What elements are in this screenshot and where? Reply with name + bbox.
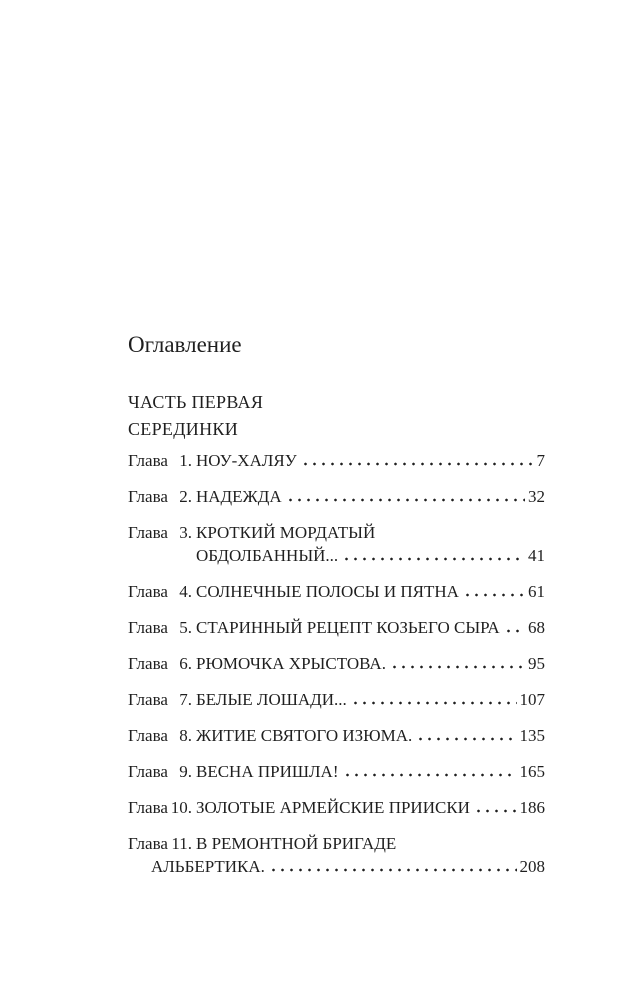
- chapter-title: ЗОЛОТЫЕ АРМЕЙСКИЕ ПРИИСКИ: [196, 798, 470, 817]
- chapter-title: НАДЕЖДА: [196, 487, 282, 506]
- chapter-word: Глава: [128, 487, 168, 506]
- page-number: 186: [519, 798, 545, 817]
- chapter-word: Глава: [128, 451, 168, 470]
- page-number: 68: [528, 618, 545, 637]
- chapter-title: В РЕМОНТНОЙ БРИГАДЕ: [196, 834, 397, 853]
- chapter-word: Глава: [128, 798, 168, 817]
- page-number: 32: [528, 487, 545, 506]
- chapter-word: Глава: [128, 523, 168, 542]
- toc-entry-row: [128, 652, 545, 675]
- toc-entry[interactable]: [128, 760, 545, 783]
- toc-heading: Оглавление: [128, 332, 242, 357]
- page-number: 165: [519, 762, 545, 781]
- toc-entry-row: [128, 521, 545, 544]
- toc-entry[interactable]: [128, 652, 545, 675]
- dot-leader: [304, 462, 534, 466]
- toc-entry[interactable]: [128, 724, 545, 747]
- dot-leader: [507, 629, 525, 633]
- dot-leader: [393, 665, 525, 669]
- toc-entry-row: [128, 616, 545, 639]
- dot-leader: [354, 701, 517, 705]
- toc-entry-row: [128, 796, 545, 819]
- chapter-word: Глава: [128, 726, 168, 745]
- chapter-number: 10.: [170, 798, 192, 817]
- dot-leader: [477, 809, 517, 813]
- chapter-title: РЮМОЧКА ХРЫСТОВА.: [196, 654, 386, 673]
- toc-entry[interactable]: [128, 832, 545, 878]
- toc-entry-row: [128, 832, 545, 855]
- toc-entry-row: [128, 688, 545, 711]
- toc-entry-row: [128, 449, 545, 472]
- page-number: 7: [536, 451, 545, 470]
- toc-entry-wrap-row: [128, 855, 545, 878]
- dot-leader: [466, 593, 525, 597]
- toc-entry-wrap-row: [128, 544, 545, 567]
- page-number: 208: [519, 857, 545, 876]
- page-number: 107: [519, 690, 545, 709]
- dot-leader: [289, 498, 525, 502]
- chapter-title-continued: АЛЬБЕРТИКА.: [151, 857, 265, 876]
- chapter-number: 3.: [179, 523, 192, 542]
- dot-leader: [345, 557, 525, 561]
- part-heading: [128, 389, 545, 443]
- toc-entry[interactable]: [128, 521, 545, 567]
- chapter-word: Глава: [128, 654, 168, 673]
- chapter-number: 8.: [179, 726, 192, 745]
- chapter-number: 1.: [179, 451, 192, 470]
- chapter-number: 4.: [179, 582, 192, 601]
- toc-entry[interactable]: [128, 688, 545, 711]
- toc-entry-row: [128, 760, 545, 783]
- chapter-title: СОЛНЕЧНЫЕ ПОЛОСЫ И ПЯТНА: [196, 582, 459, 601]
- part-title-line1: ЧАСТЬ ПЕРВАЯ: [128, 392, 264, 412]
- chapter-number: 11.: [171, 834, 192, 853]
- toc-entry-row: [128, 580, 545, 603]
- chapter-number: 7.: [179, 690, 192, 709]
- toc-list: [128, 449, 545, 878]
- part-title-line2: СЕРЕДИНКИ: [128, 419, 238, 439]
- dot-leader: [272, 868, 517, 872]
- toc-entry[interactable]: [128, 616, 545, 639]
- toc-entry[interactable]: [128, 580, 545, 603]
- toc-entry[interactable]: [128, 796, 545, 819]
- chapter-number: 2.: [179, 487, 192, 506]
- chapter-title-continued: ОБДОЛБАННЫЙ...: [196, 546, 339, 565]
- page-number: 41: [528, 546, 545, 565]
- page-number: 95: [528, 654, 545, 673]
- toc-entry-row: [128, 485, 545, 508]
- chapter-number: 6.: [179, 654, 192, 673]
- chapter-title: НОУ-ХАЛЯУ: [196, 451, 297, 470]
- chapter-title: КРОТКИЙ МОРДАТЫЙ: [196, 523, 376, 542]
- chapter-title: ВЕСНА ПРИШЛА!: [196, 762, 339, 781]
- toc-entry[interactable]: [128, 485, 545, 508]
- chapter-number: 9.: [179, 762, 192, 781]
- chapter-title: ЖИТИЕ СВЯТОГО ИЗЮМА.: [196, 726, 413, 745]
- toc-entry[interactable]: [128, 449, 545, 472]
- chapter-word: Глава: [128, 582, 168, 601]
- page-number: 135: [519, 726, 545, 745]
- chapter-word: Глава: [128, 690, 168, 709]
- chapter-word: Глава: [128, 618, 168, 637]
- chapter-title: СТАРИННЫЙ РЕЦЕПТ КОЗЬЕГО СЫРА: [196, 618, 500, 637]
- chapter-title: БЕЛЫЕ ЛОШАДИ...: [196, 690, 347, 709]
- dot-leader: [419, 737, 516, 741]
- chapter-word: Глава: [128, 834, 168, 853]
- page-number: 61: [528, 582, 545, 601]
- toc-entry-row: [128, 724, 545, 747]
- chapter-word: Глава: [128, 762, 168, 781]
- chapter-number: 5.: [179, 618, 192, 637]
- dot-leader: [346, 773, 517, 777]
